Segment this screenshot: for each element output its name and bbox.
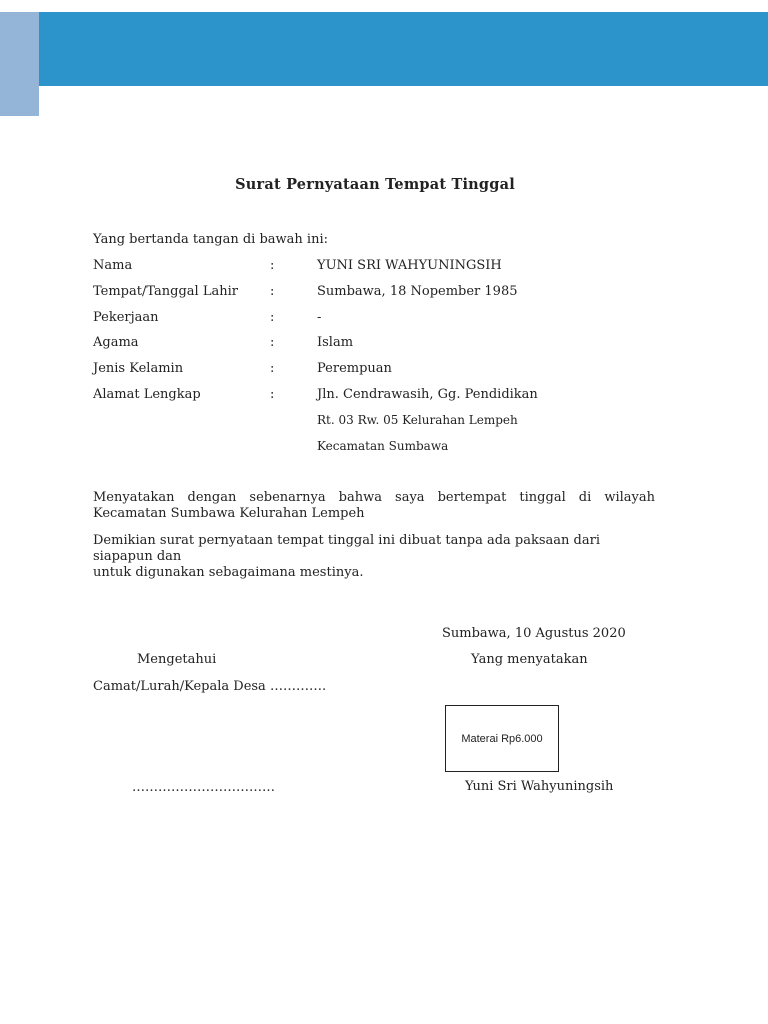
left-signature-name: …………………………… <box>132 780 275 795</box>
field-colon: : <box>270 258 275 273</box>
statement-paragraph <box>93 490 655 522</box>
field-value-alamat: Jln. Cendrawasih, Gg. Pendidikan <box>317 387 538 402</box>
field-label-agama: Agama <box>93 335 139 350</box>
field-colon: : <box>270 335 275 350</box>
field-value-nama: YUNI SRI WAHYUNINGSIH <box>317 258 502 273</box>
header-bar <box>39 12 768 86</box>
right-signature-name: Yuni Sri Wahyuningsih <box>465 779 614 794</box>
field-value-pekerjaan: - <box>317 310 322 325</box>
field-label-ttl: Tempat/Tanggal Lahir <box>93 284 238 299</box>
closing-line: Demikian surat pernyataan tempat tinggal ini dibuat tanpa ada paksaan dari siapapun dan <box>93 533 600 564</box>
field-colon: : <box>270 284 275 299</box>
field-colon: : <box>270 387 275 402</box>
statement-line: Kecamatan Sumbawa Kelurahan Lempeh <box>93 506 365 521</box>
stamp-box <box>445 705 559 772</box>
field-label-pekerjaan: Pekerjaan <box>93 310 159 325</box>
stamp-text: Materai Rp6.000 <box>461 732 543 745</box>
field-label-alamat: Alamat Lengkap <box>93 387 201 402</box>
field-value-agama: Islam <box>317 335 354 350</box>
address-line-rt-rw: Rt. 03 Rw. 05 Kelurahan Lempeh <box>317 413 518 427</box>
field-label-jenis-kelamin: Jenis Kelamin <box>93 361 184 376</box>
field-colon: : <box>270 361 275 376</box>
closing-paragraph <box>93 533 655 581</box>
field-label-nama: Nama <box>93 258 133 273</box>
official-title: Camat/Lurah/Kepala Desa …………. <box>93 679 327 694</box>
closing-line: untuk digunakan sebagaimana mestinya. <box>93 565 364 580</box>
field-colon: : <box>270 310 275 325</box>
field-value-ttl: Sumbawa, 18 Nopember 1985 <box>317 284 518 299</box>
left-signature-heading: Mengetahui <box>137 652 217 667</box>
right-signature-heading: Yang menyatakan <box>471 652 588 667</box>
field-value-jenis-kelamin: Perempuan <box>317 361 392 376</box>
intro-text: Yang bertanda tangan di bawah ini: <box>93 232 328 247</box>
address-line-kecamatan: Kecamatan Sumbawa <box>317 439 449 453</box>
statement-line: Menyatakan dengan sebenarnya bahwa saya bertempat tinggal di wilayah <box>93 490 655 505</box>
header-side-bar <box>0 12 39 116</box>
document-title: Surat Pernyataan Tempat Tinggal <box>235 176 515 193</box>
place-date: Sumbawa, 10 Agustus 2020 <box>442 626 626 641</box>
